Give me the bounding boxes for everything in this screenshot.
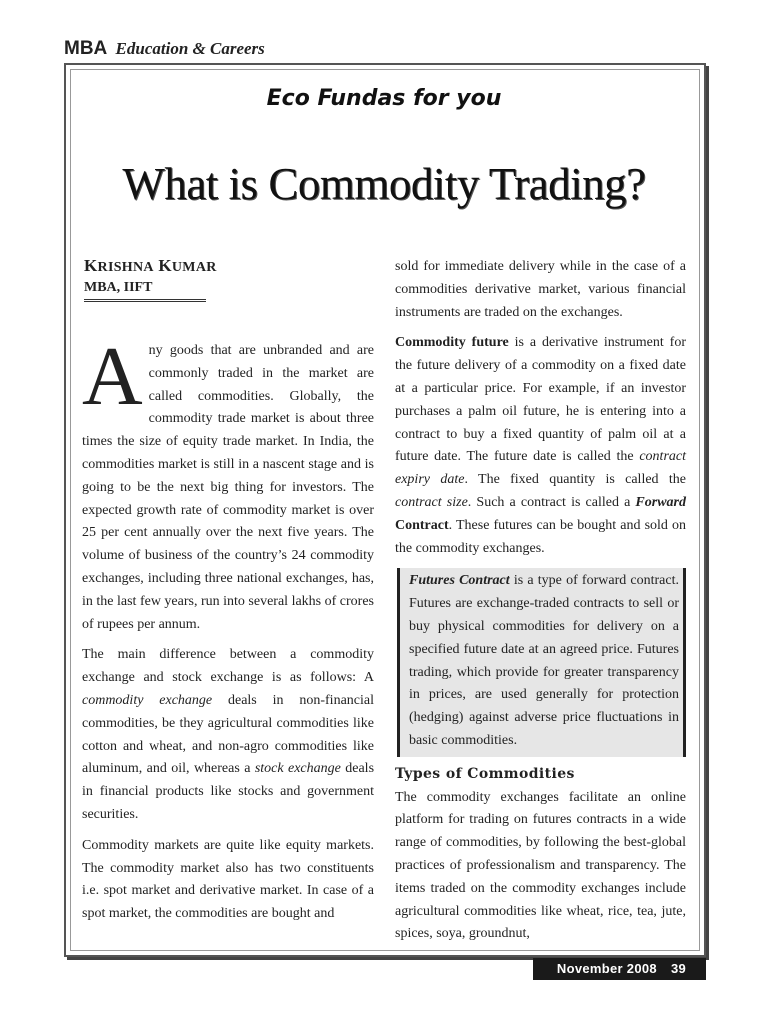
markets-paragraph: Commodity markets are quite like equity markets. The commodity market also has two constituents i.e. spot market and derivative market. In case of a spot market, the commodities are bought and bbox=[82, 837, 374, 922]
intro-paragraph bbox=[82, 330, 374, 636]
masthead bbox=[64, 38, 265, 60]
cf-text-c: . Such a contract is called a bbox=[467, 494, 636, 510]
term-stock-exchange: stock exchange bbox=[254, 761, 341, 777]
cf-text-b: . The fixed quantity is called the bbox=[464, 472, 686, 488]
box-text: is a type of forward contract. Futures are exchange-traded contracts to sell or buy physical commodities for delivery on a specified future date at an agreed price. Futures trading, which provide for greater transparency in prices, are used generally for protection (hedging) against adverse price fluctuations in basic commodities. bbox=[409, 573, 679, 748]
page-number: 39 bbox=[670, 961, 686, 976]
difference-text-b: deals in non-financial commodities, be they agricultural commodities like cotton and wheat, and non-agro commodities like aluminum, and oil, whereas a bbox=[82, 692, 374, 777]
difference-text-c: deals in financial products like stocks and government securities. bbox=[82, 761, 375, 822]
types-paragraph: The commodity exchanges facilitate an online platform for trading on futures contracts in a wide range of commodities, by following the best-global practices of professionalism and transparency. The items traded on the commodity exchanges include agricultural commodities like wheat, rice, tea, jute, spices, soya, groundnut, bbox=[395, 789, 686, 942]
cf-text-d: . These futures can be bought and sold on the commodity exchanges. bbox=[395, 517, 686, 556]
section-kicker: Eco Fundas for you bbox=[266, 86, 502, 111]
types-heading: Types of Commodities bbox=[395, 765, 575, 782]
term-commodity-exchange: commodity exchange bbox=[82, 692, 213, 708]
author-first-initial: K bbox=[84, 256, 98, 275]
difference-text-a: The main difference between a commodity exchange and stock exchange is as follows: A bbox=[82, 647, 374, 686]
term-contract-size: contract size bbox=[395, 494, 468, 510]
right-column bbox=[395, 256, 686, 954]
drop-cap: A bbox=[82, 330, 143, 423]
intro-text: ny goods that are unbranded and are commonly traded in the market are called commodities. Globally, the commodity trade market is about three times the size of equity trade market. In India, the commodities market is still in a nascent stage and is going to be the next big thing for investors. The expected growth rate of commodity market is over 25 per cent annually over the next five years. The volume of business of the country’s 24 commodity exchanges, including three national exchanges, has, in the last few years, run into several lakhs of crores of rupees per annum. bbox=[82, 343, 374, 632]
author-affiliation: MBA, IIFT bbox=[84, 280, 206, 302]
author-last-initial: K bbox=[158, 256, 172, 275]
masthead-subtitle: Education & Careers bbox=[115, 39, 265, 58]
term-commodity-future: Commodity future bbox=[395, 335, 509, 351]
term-forward: Forward bbox=[635, 494, 686, 510]
author-name bbox=[84, 256, 217, 276]
cf-text-a: is a derivative instrument for the future delivery of a commodity on a fixed date at a particular price. For example, if an investor purchases a palm oil future, he is entering into a contract to buy a fixed quantity of palm oil at a future date. The future date is called the bbox=[395, 335, 686, 465]
page-footer bbox=[533, 958, 706, 980]
term-contract-expiry-date: contract expiry date bbox=[395, 449, 686, 488]
masthead-logo: MBA bbox=[64, 38, 108, 59]
author-first-rest: RISHNA bbox=[97, 260, 154, 275]
difference-paragraph bbox=[82, 644, 374, 826]
author-last-rest: UMAR bbox=[171, 260, 217, 275]
article-title: What is Commodity Trading? bbox=[122, 159, 646, 209]
left-column bbox=[82, 330, 375, 934]
commodity-future-paragraph bbox=[395, 332, 686, 560]
term-contract: Contract bbox=[395, 517, 449, 533]
continuation-paragraph: sold for immediate delivery while in the case of a commodities derivative market, various financial instruments are traded on the exchanges. bbox=[395, 259, 686, 320]
term-futures-contract: Futures Contract bbox=[409, 573, 510, 589]
issue-date: November 2008 bbox=[556, 961, 657, 976]
futures-contract-box bbox=[397, 568, 686, 756]
